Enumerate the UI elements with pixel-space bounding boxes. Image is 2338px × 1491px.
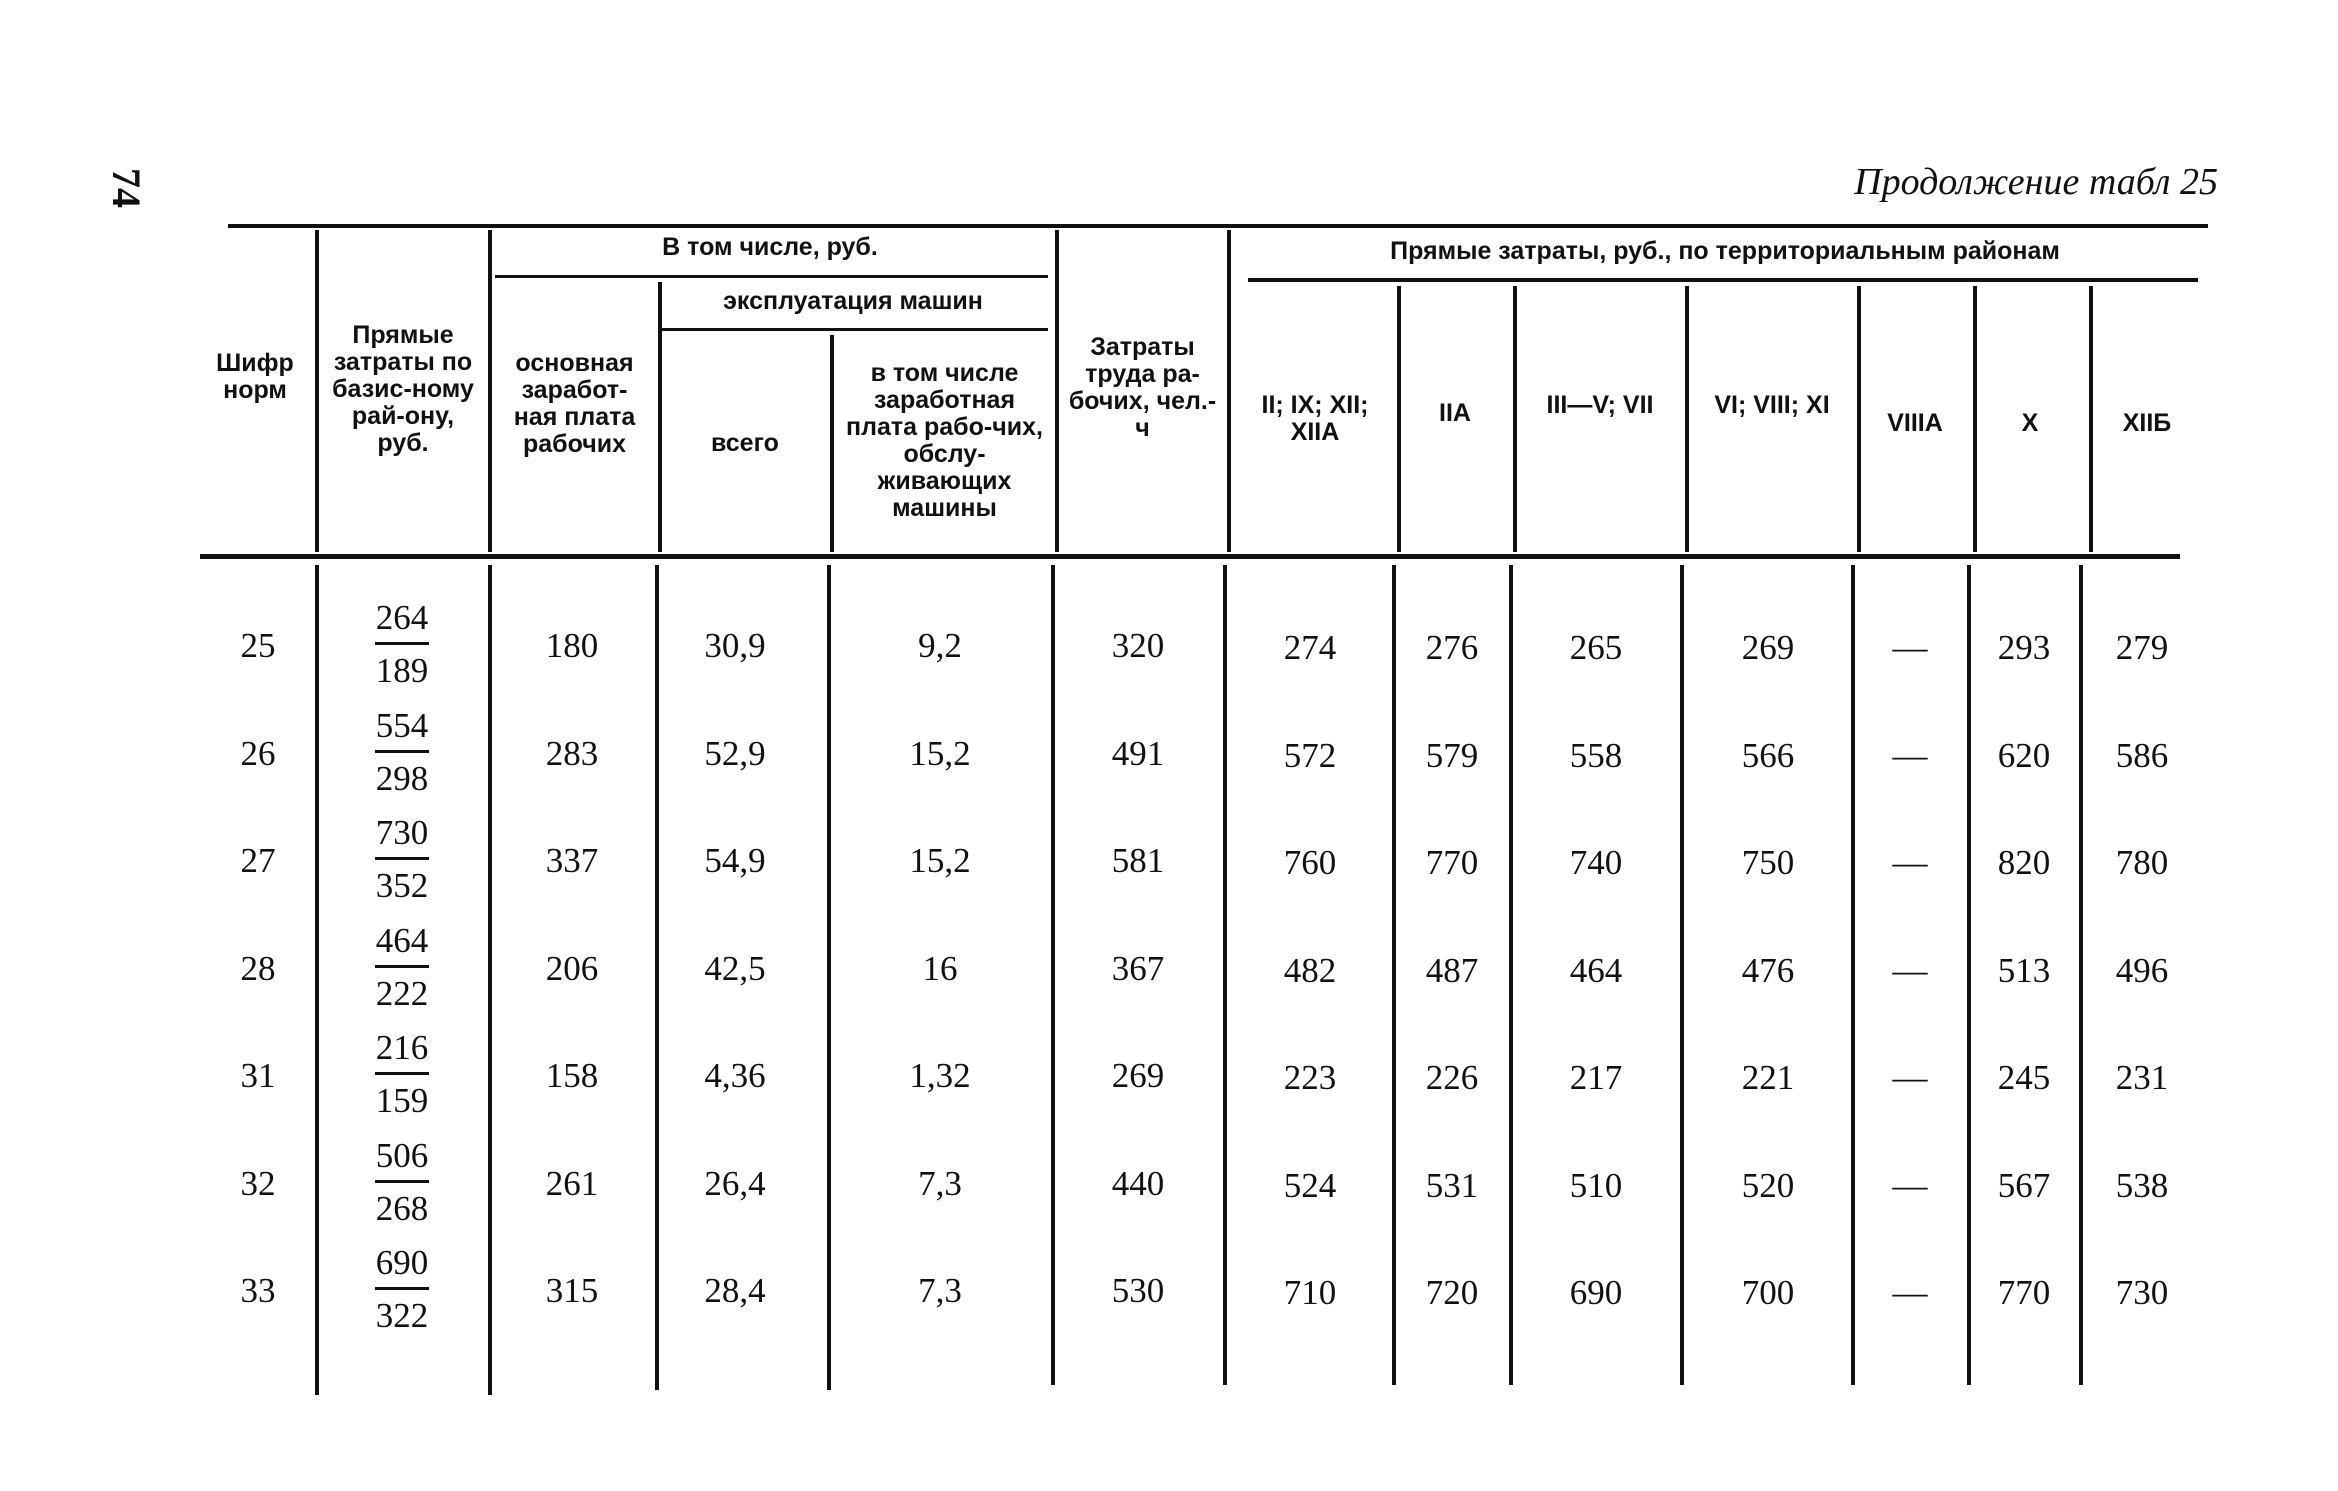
cell-region: 567 [1997,1165,2051,1205]
cell-code: 25 [240,626,276,665]
cell-basic: 315 [545,1271,599,1310]
cell-region: 221 [1741,1058,1795,1097]
cell-direct-base-fraction [352,919,452,1016]
header-divider [1227,230,1231,552]
machines-rule [662,328,1048,331]
cell-region: 269 [1741,628,1795,667]
cell-basic: 158 [545,1056,599,1095]
header-region: IIA [1439,399,1471,427]
cell-total: 54,9 [704,841,766,880]
cell-region: — [1892,843,1928,882]
cell-basic: 337 [545,841,599,880]
cell-region: 279 [2115,628,2169,667]
fraction-numerator: 506 [375,1135,429,1175]
fraction-bar [375,965,429,968]
cell-wage: 15,2 [909,733,971,773]
fraction-bar [375,1287,429,1290]
cell-wage: 15,2 [909,841,971,880]
body-divider [1509,565,1513,1385]
cell-region: 510 [1569,1165,1623,1205]
cell-region: 476 [1741,950,1795,990]
cell-code: 31 [240,1056,276,1095]
cell-code: 28 [240,948,276,988]
body-divider [2079,565,2083,1385]
cell-direct-base-fraction [352,1241,452,1338]
body-divider [1680,565,1684,1385]
cell-region: — [1892,1273,1928,1312]
header-region: III—V; VII [1546,391,1654,419]
cell-region: 482 [1283,950,1337,990]
cell-region: 572 [1283,735,1337,775]
cell-wage: 9,2 [918,626,962,665]
body-divider [827,565,831,1390]
fraction-denominator: 268 [375,1188,429,1228]
cell-region: 293 [1997,628,2051,667]
cell-wage: 7,3 [918,1163,962,1203]
cell-total: 4,36 [704,1056,766,1095]
header-machines: эксплуатация машин [723,287,983,315]
cell-region: 770 [1425,843,1479,882]
cell-direct-base-fraction [352,811,452,908]
cell-wage: 1,32 [909,1056,971,1095]
cell-region: 566 [1741,735,1795,775]
fraction-bar [375,642,429,645]
cell-code: 33 [240,1271,276,1310]
body-divider [1223,565,1227,1385]
fraction-denominator: 298 [375,758,429,798]
cell-region: 274 [1283,628,1337,667]
header-region: II; IX; XII; XIIA [1261,391,1369,446]
cell-region: 245 [1997,1058,2051,1097]
header-divider [1857,286,1861,552]
header-region: VIIIA [1887,409,1943,437]
fraction-numerator: 216 [375,1028,429,1067]
header-divider [830,335,834,552]
body-divider [1051,565,1055,1385]
header-divider [1397,286,1401,552]
cell-direct-base-fraction [352,704,452,801]
cell-total: 52,9 [704,733,766,773]
fraction-denominator: 322 [375,1296,429,1335]
cell-region: 217 [1569,1058,1623,1097]
fraction-bar [375,750,429,753]
cell-region: 700 [1741,1273,1795,1312]
cell-region: 740 [1569,843,1623,882]
cell-region: — [1892,1165,1928,1205]
cell-region: 780 [2115,843,2169,882]
cell-region: 487 [1425,950,1479,990]
cell-wage: 7,3 [918,1271,962,1310]
header-divider [1055,230,1059,552]
body-divider [655,565,659,1390]
cell-direct-base-fraction [352,1026,452,1123]
cell-region: 513 [1997,950,2051,990]
cell-direct-base-fraction [352,1134,452,1231]
cell-total: 42,5 [704,948,766,988]
cell-labor: 491 [1111,733,1165,773]
cell-region: 820 [1997,843,2051,882]
cell-region: 464 [1569,950,1623,990]
cell-labor: 269 [1111,1056,1165,1095]
cell-region: 586 [2115,735,2169,775]
cell-region: 531 [1425,1165,1479,1205]
cell-region: 265 [1569,628,1623,667]
cell-basic: 180 [545,626,599,665]
fraction-numerator: 464 [375,920,429,960]
header-divider [1685,286,1689,552]
cell-region: 226 [1425,1058,1479,1097]
header-divider [1973,286,1977,552]
fraction-numerator: 554 [375,705,429,745]
cell-basic: 206 [545,948,599,988]
incl-rub-rule [495,275,1048,278]
cell-region: 730 [2115,1273,2169,1312]
header-direct-base: Прямые затраты по базис-ному рай-ону, руб. [332,321,474,457]
fraction-bar [375,1072,429,1075]
body-divider [488,565,492,1395]
cell-region: 538 [2115,1165,2169,1205]
cell-region: 496 [2115,950,2169,990]
cell-region: — [1892,1058,1928,1097]
body-divider [1392,565,1396,1385]
fraction-bar [375,1180,429,1183]
header-labor: Затраты труда ра-бочих, чел.-ч [1068,333,1217,442]
page-number: 74 [104,168,149,208]
cell-region: 760 [1283,843,1337,882]
cell-labor: 581 [1111,841,1165,880]
cell-region: 520 [1741,1165,1795,1205]
cell-code: 26 [240,733,276,773]
cell-total: 28,4 [704,1271,766,1310]
cell-basic: 261 [545,1163,599,1203]
fraction-denominator: 222 [375,973,429,1013]
header-region: X [2021,409,2039,437]
cell-region: — [1892,735,1928,775]
fraction-denominator: 352 [375,866,429,905]
header-code: Шифр норм [216,349,294,404]
cell-region: 720 [1425,1273,1479,1312]
cell-labor: 367 [1111,948,1165,988]
regions-rule [1248,278,2198,282]
top-rule [228,224,2208,228]
cell-basic: 283 [545,733,599,773]
cell-total: 30,9 [704,626,766,665]
fraction-numerator: 690 [375,1243,429,1282]
fraction-denominator: 189 [375,651,429,690]
fraction-denominator: 159 [375,1081,429,1120]
cell-labor: 440 [1111,1163,1165,1203]
header-basic-wage: основная заработ-ная плата рабочих [513,349,636,458]
cell-region: 620 [1997,735,2051,775]
header-regions-title: Прямые затраты, руб., по территориальным районам [1390,237,2060,265]
cell-code: 32 [240,1163,276,1203]
header-machines-total: всего [711,429,779,457]
header-divider [658,282,662,552]
cell-region: 558 [1569,735,1623,775]
cell-region: 524 [1283,1165,1337,1205]
header-region: XIIБ [2122,409,2172,437]
fraction-numerator: 264 [375,598,429,637]
header-region: VI; VIII; XI [1714,391,1830,419]
header-divider [1513,286,1517,552]
cell-region: 710 [1283,1273,1337,1312]
header-incl-rub: В том числе, руб. [662,233,878,261]
fraction-bar [375,857,429,860]
cell-region: 223 [1283,1058,1337,1097]
cell-region: 276 [1425,628,1479,667]
cell-region: 231 [2115,1058,2169,1097]
cell-labor: 530 [1111,1271,1165,1310]
cell-labor: 320 [1111,626,1165,665]
cell-region: 690 [1569,1273,1623,1312]
cell-direct-base-fraction [352,596,452,693]
cell-region: — [1892,628,1928,667]
header-divider [488,230,492,552]
header-bottom-rule [200,554,2180,559]
cell-wage: 16 [922,948,958,988]
cell-region: 750 [1741,843,1795,882]
body-divider [315,565,319,1395]
cell-region: 579 [1425,735,1479,775]
cell-total: 26,4 [704,1163,766,1203]
cell-code: 27 [240,841,276,880]
header-machines-wage: в том числе заработная плата рабо-чих, обслу-живающих машины [846,359,1043,522]
cell-region: 770 [1997,1273,2051,1312]
table-caption: Продолжение табл 25 [1854,161,2218,203]
fraction-numerator: 730 [375,813,429,852]
header-divider [315,230,319,552]
cell-region: — [1892,950,1928,990]
